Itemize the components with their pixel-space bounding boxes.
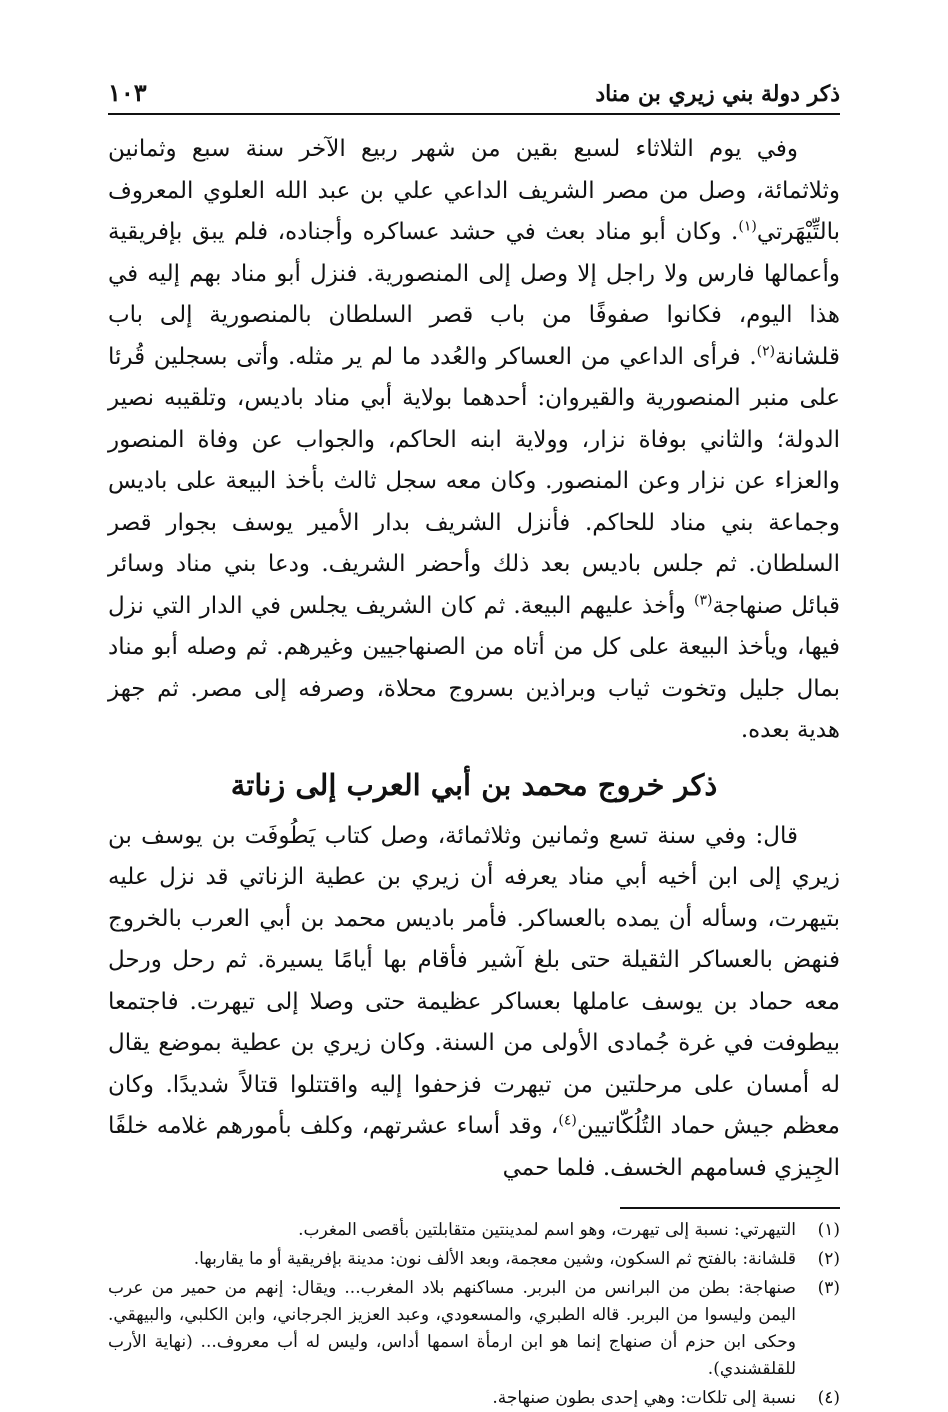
footnote-4 xyxy=(108,1385,840,1412)
page-number: ١٠٣ xyxy=(108,78,147,107)
footnote-text: صنهاجة: بطن من البرانس من البربر. مساكنهم بلاد المغرب... ويقال: إنهم من حمير من عرب اليمن وليسوا من البربر. قاله الطبري، والمسعودي، وعبد العزيز الجرجاني، وابن الكلبي، والبيهقي. وحكى ابن حزم أن صنهاج إنما هو ابن ارمأة اسمها أداس، وليس له أب معروف... (نهاية الأرب للقلقشندي). xyxy=(108,1278,796,1379)
footnote-ref-3: (٣) xyxy=(693,591,713,608)
paragraph-1-part-a: وفي يوم الثلاثاء لسبع بقين من شهر ربيع الآخر سنة سبع وثمانين وثلاثمائة، وصل من مصر الشريف الداعي علي بن عبد الله العلوي المعروف بالتِّيْهَرتي xyxy=(108,136,840,245)
footnote-number: (٤) xyxy=(817,1388,840,1408)
running-header xyxy=(108,78,840,115)
footnote-ref-2: (٢) xyxy=(756,342,776,359)
footnote-number: (٣) xyxy=(817,1278,840,1298)
footnote-2 xyxy=(108,1246,840,1273)
footnote-text: نسبة إلى تلكات: وهي إحدى بطون صنهاجة. xyxy=(492,1388,796,1408)
footnote-divider xyxy=(620,1207,840,1209)
footnote-ref-4: (٤) xyxy=(558,1112,577,1129)
paragraph-2-part-a: قال: وفي سنة تسع وثمانين وثلاثمائة، وصل كتاب يَطُوفَت بن يوسف بن زيري إلى ابن أخيه أبي مناد يعرفه أن زيري بن عطية الزناتي قد نزل عليه بتيهرت، وسأله أن يمده بالعساكر. فأمر باديس محمد بن أبي العرب بالخروج فنهض بالعساكر الثقيلة حتى بلغ آشير فأقام بها أيامًا يسيرة. ثم رحل ورحل معه حماد بن يوسف عاملها بعساكر عظيمة حتى وصلا إلى تيهرت. فاجتمعا بيطوفت في غرة جُمادى الأولى من السنة. وكان زيري بن عطية بموضع يقال له أمسان على مرحلتين من تيهرت فزحفوا إليه واقتتلوا قتالاً شديدًا. وكان معظم جيش حماد التُلُكّاتيين xyxy=(108,822,840,1139)
paragraph-1 xyxy=(108,129,840,752)
paragraph-2-part-b: ، وقد أساء عشرتهم، وكلف بأمورهم غلامه خلفًا الجِيزي فسامهم الخسف. فلما حمي xyxy=(108,1113,840,1181)
paragraph-2 xyxy=(108,816,840,1190)
paragraph-1-part-b: . وكان أبو مناد بعث في حشد عساكره وأجناده، فلم يبق بإفريقية وأعمالها فارس ولا راجل إلا وصل إلى المنصورية. فنزل أبو مناد بهم إليه في هذا اليوم، فكانوا صفوفًا من باب قصر السلطان بالمنصورية إلى باب قلشانة xyxy=(108,219,840,370)
paragraph-1-part-c: . فرأى الداعي من العساكر والعُدد ما لم ير مثله. وأتى بسجلين قُرئا على منبر المنصورية والقيروان: أحدهما بولاية أبي مناد باديس، وتلقيبه نصير الدولة؛ والثاني بوفاة نزار، وولاية ابنه الحاكم، والجواب عن وفاة المنصور والعزاء عن نزار وعن المنصور. وكان معه سجل ثالث بأخذ البيعة على باديس وجماعة بني مناد للحاكم. فأنزل الشريف بدار الأمير يوسف بجوار قصر السلطان. ثم جلس باديس بعد ذلك وأحضر الشريف. ودعا بني مناد وسائر قبائل صنهاجة xyxy=(108,343,841,619)
footnote-3 xyxy=(108,1275,840,1383)
footnote-ref-1: (١) xyxy=(738,218,757,235)
footnote-text: التيهرتي: نسبة إلى تيهرت، وهو اسم لمدينتين متقابلتين بأقصى المغرب. xyxy=(298,1220,796,1240)
main-text xyxy=(108,129,840,1189)
running-title: ذكر دولة بني زيري بن مناد xyxy=(595,81,840,107)
section-heading: ذكر خروج محمد بن أبي العرب إلى زناتة xyxy=(230,767,718,802)
footnote-number: (٢) xyxy=(817,1249,840,1269)
footnote-text: قلشانة: بالفتح ثم السكون، وشين معجمة، وبعد الألف نون: مدينة بإفريقية أو ما يقاربها. xyxy=(193,1249,796,1269)
footnote-1 xyxy=(108,1217,840,1244)
paragraph-1-part-d: وأخذ عليهم البيعة. ثم كان الشريف يجلس في الدار التي نزل فيها، ويأخذ البيعة على كل من أتاه من الصنهاجيين وغيرهم. ثم وصله أبو مناد بمال جليل وتخوت ثياب وبراذين بسروج محلاة، وصرفه إلى مصر. ثم جهز هدية بعده. xyxy=(108,592,840,743)
footnotes xyxy=(108,1217,840,1412)
footnote-number: (١) xyxy=(817,1220,840,1240)
